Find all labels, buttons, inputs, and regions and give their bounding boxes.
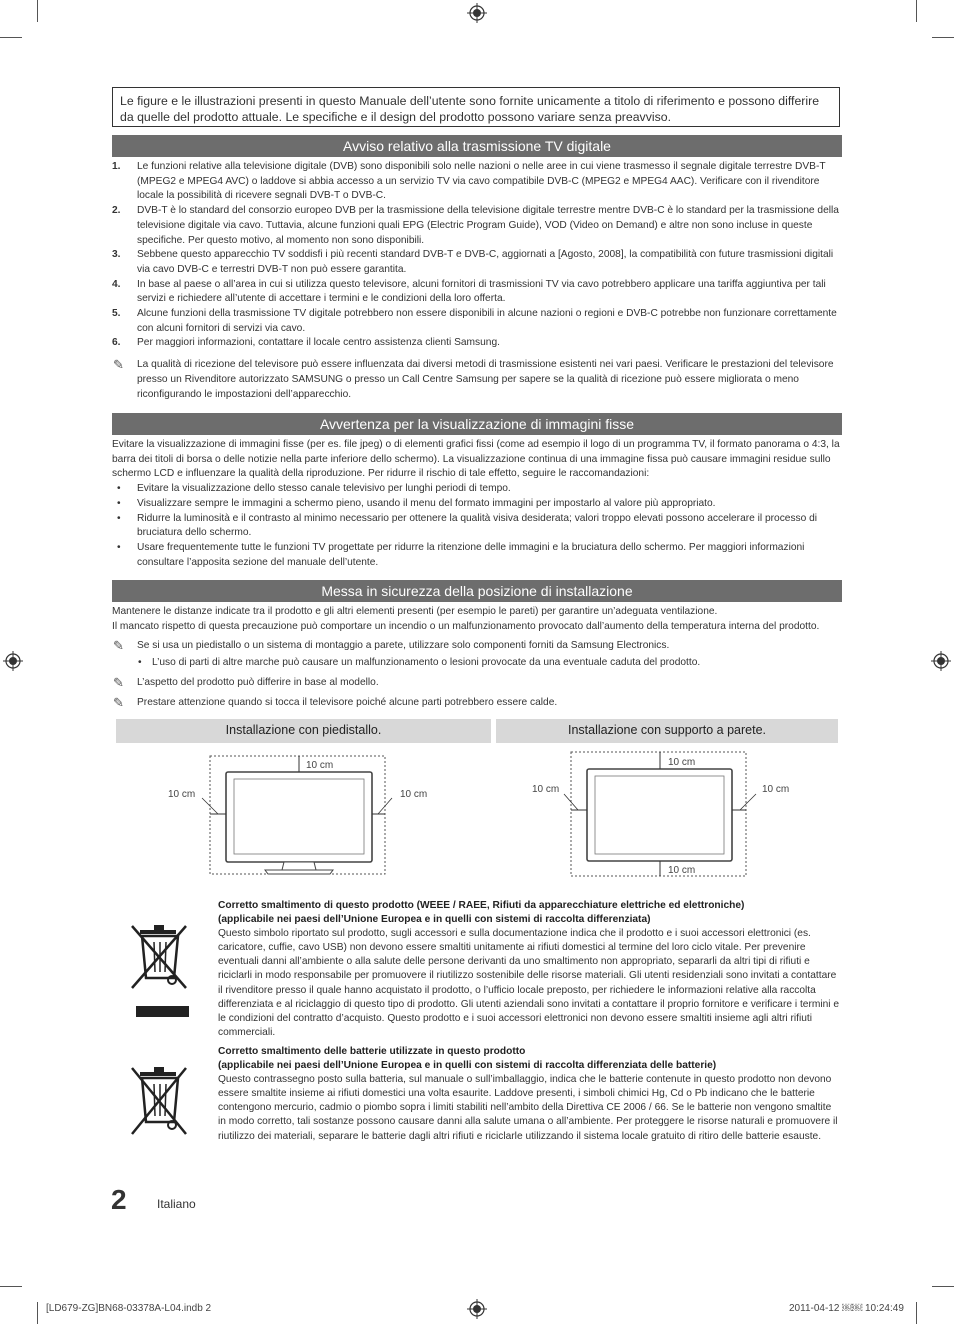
section-header-digital-tv: Avviso relativo alla trasmissione TV digitale: [112, 135, 842, 157]
registration-mark-icon: [3, 651, 23, 671]
disclaimer-box: Le figure e le illustrazioni presenti in questo Manuale dell’utente sono fornite unicamente a titolo di riferimento e possono differire da quelle del prodotto attuale. Le specifiche e il design del prodotto possono variare senza preavviso.: [112, 87, 840, 127]
pencil-note-icon: ✎: [113, 638, 124, 654]
list-item: 4. In base al paese o all’area in cui si utilizza questo televisore, alcuni fornitori di trasmissioni TV via cavo potrebbero applicare una tariffa aggiuntiva per tali servizi e richiedere all’utente di accettare i termini e le condizioni della loro offerta.: [112, 278, 826, 305]
wall-installation-diagram: [528, 750, 808, 880]
section-header-still-image: Avvertenza per la visualizzazione di immagini fisse: [112, 413, 842, 435]
note: ✎ Se si usa un piedistallo o un sistema di montaggio a parete, utilizzare solo componenti forniti da Samsung Electronics.: [113, 638, 670, 654]
crop-mark: [916, 0, 917, 22]
crop-mark: [932, 37, 954, 38]
list-item: 6. Per maggiori informazioni, contattare il locale centro assistenza clienti Samsung.: [112, 337, 500, 349]
weee-text: Corretto smaltimento di questo prodotto (WEEE / RAEE, Rifiuti da apparecchiature elettriche ed elettroniche) (applicabile nei paesi dell’Unione Europea e in quelli con sistemi di raccolta differenziata) Questo simbolo riportato sul prodotto, sugli accessori e sulla documentazione indica che il prodotto e i suoi accessori elettronici (es. caricatore, cuffie, cavo USB) non devono essere smaltiti unitamente ai rifiuti domestici al termine del loro ciclo vitale. Per prevenire eventuali danni all’ambiente o alla salute delle persone derivanti da uno smaltimento non appropriato, separarli da altri tipi di rifiuti e riciclarli in modo responsabile per promuovere il riutilizzo sostenibile delle risorse materiali. Gli utenti residenziali sono invitati a contattare il rivenditore presso il quale hanno acquistato il prodotto, o l’ufficio locale preposto, per richiedere le informazioni relative alla raccolta differenziata e al riciclaggio di questo tipo di prodotto. Gli utenti aziendali sono invitati a contattare il proprio fornitore e verificare i termini e le condizioni del contratto d’acquisto. Questo prodotto e i suoi accessori elettronici non devono essere smaltiti insieme agli altri rifiuti commerciali.: [218, 900, 840, 1038]
stand-install-label: Installazione con piedistallo.: [116, 719, 491, 743]
page-number: 2: [111, 1184, 127, 1215]
section-still-image-body: Evitare la visualizzazione di immagini fisse (per es. file jpeg) o di elementi grafici fissi (come ad esempio il logo di un programma TV, il formato panorama o 4:3, la barra dei titoli di borsa o delle notizie nella parte inferiore dello schermo). La visualizzazione continua di una immagine fissa può causare immagini residue sullo schermo LCD e influenzare la qualità della riproduzione. Per ridurre il rischio di tale effetto, seguire le raccomandazioni: • Evitare la visualizzazione dello stesso canale televisivo per lunghi periodi di tempo. • Visualizzare sempre le immagini a schermo pieno, usando il menu del formato immagini per impostarlo al valore più appropriato. • Ridurre la luminosità e il contrasto al minimo necessario per ottenere la qualità visiva desiderata; valori troppo elevati possono accelerare il processo di bruciatura dello schermo. • Usare frequentemente tutte le funzioni TV progettate per ridurre la ritenzione delle immagini e la bruciatura dello schermo. Per maggiori informazioni consultare l’apposita sezione del manuale dell’utente.: [112, 438, 842, 570]
note: ✎ Prestare attenzione quando si tocca il televisore poiché alcune parti potrebbero essere calde.: [113, 694, 558, 710]
footer-timestamp: 2011-04-12 ￼￼ 10:24:49: [789, 1303, 904, 1314]
list-item: • Evitare la visualizzazione dello stesso canale televisivo per lunghi periodi di tempo.: [117, 483, 511, 495]
dimension-label: 10 cm: [532, 784, 560, 795]
footer-file-info: [LD679-ZG]BN68-03378A-L04.indb 2: [46, 1303, 212, 1314]
dimension-label: 10 cm: [400, 789, 428, 800]
section-header-installation: Messa in sicurezza della posizione di installazione: [112, 580, 842, 602]
dimension-label: 10 cm: [668, 757, 696, 768]
list-item: 2. DVB-T è lo standard del consorzio europeo DVB per la trasmissione della televisione digitale terrestre mentre DVB-C è lo standard per la trasmissione della televisione digitale via cavo. Tuttavia, alcune funzioni quali EPG (Electric Program Guide), VOD (Video on Demand) e altre non sono incluse in queste specifiche. Per questo motivo, al momento non sono disponibili.: [112, 205, 839, 246]
wall-install-label: Installazione con supporto a parete.: [496, 719, 838, 743]
section-installation-body: Mantenere le distanze indicate tra il prodotto e gli altri elementi presenti (per esempio le pareti) per garantire un’adeguata ventilazione. Il mancato rispetto di questa precauzione può comportare un incendio o un malfunzionamento provocato dall’aumento della temperatura interna del prodotto. ✎ Se si usa un piedistallo o un sistema di montaggio a parete, utilizzare solo componenti forniti da Samsung Electronics. • L’uso di parti di altre marche può causare un malfunzionamento o lesioni provocate da una eventuale caduta del prodotto. ✎ L’aspetto del prodotto può differire in base al modello. ✎ Prestare attenzione quando si tocca il televisore poiché alcune parti potrebbero essere calde.: [112, 605, 842, 710]
stand-installation-diagram: [160, 750, 450, 880]
crop-mark: [916, 1302, 917, 1324]
crop-mark: [37, 0, 38, 22]
list-item: 3. Sebbene questo apparecchio TV soddisfi i più recenti standard DVB-T e DVB-C, aggiornati a [Agosto, 2008], la compatibilità con future trasmissioni digitali via cavo DVB-C e terrestri DVB-T non può essere garantita.: [112, 249, 834, 275]
page-language: Italiano: [157, 1197, 196, 1211]
dimension-label: 10 cm: [762, 784, 790, 795]
dimension-label: 10 cm: [168, 789, 196, 800]
list-item: 1. Le funzioni relative alla televisione digitale (DVB) sono disponibili solo nelle nazioni o nelle aree in cui viene trasmesso il segnale digitale terrestre DVB-T (MPEG2 e MPEG4 AVC) o laddove si abbia accesso a un servizio TV via cavo compatibile DVB-C (MPEG2 e MPEG4 AAC). Verificare con il rivenditore locale la possibilità di ricevere segnali DVB-T o DVB-C.: [112, 161, 826, 202]
crop-mark: [932, 1286, 954, 1287]
section-digital-tv-body: [112, 160, 842, 402]
list-item: • Visualizzare sempre le immagini a schermo pieno, usando il menu del formato immagini per impostarlo al valore più appropriato.: [117, 497, 716, 509]
list-item: • Usare frequentemente tutte le funzioni TV progettate per ridurre la ritenzione delle immagini e la bruciatura dello schermo. Per maggiori informazioni consultare l’apposita sezione del manuale dell’utente.: [117, 541, 805, 568]
battery-text: Corretto smaltimento delle batterie utilizzate in questo prodotto (applicabile nei paesi dell’Unione Europea e in quelli con sistemi di raccolta differenziata delle batterie) Questo contrassegno posto sulla batteria, sul manuale o sull’imballaggio, indica che le batterie contenute in questo prodotto non devono essere smaltite insieme ai rifiuti domestici una volta esaurite. Laddove presenti, i simboli chimici Hg, Cd o Pb indicano che le batterie contengono mercurio, cadmio o piombo sopra i limiti stabiliti nell’ambito della Direttiva CE 2006 / 66. Se le batterie non vengono smaltite in modo corretto, tali sostanze possono causare danni alla salute umana o all’ambiente. Per proteggere le risorse naturali e promuovere il riutilizzo dei materiali, separare le batterie dagli altri rifiuti e riciclarle utilizzando il sistema locale gratuito di ritiro delle batterie esauste.: [218, 1046, 838, 1142]
note: ✎ L’aspetto del prodotto può differire in base al modello.: [113, 674, 379, 690]
pencil-note-icon: ✎: [113, 674, 124, 690]
list-item: • L’uso di parti di altre marche può causare un malfunzionamento o lesioni provocate da una eventuale caduta del prodotto.: [138, 657, 701, 669]
weee-bin-icon: [128, 920, 192, 1020]
crop-mark: [0, 1286, 22, 1287]
registration-mark-icon: [467, 3, 487, 23]
list-item: 5. Alcune funzioni della trasmissione TV digitale potrebbero non essere disponibili in alcune nazioni o regioni e DVB-C potrebbe non funzionare correttamente con alcuni fornitori di servizi via cavo.: [112, 308, 837, 334]
crop-mark: [37, 1302, 38, 1324]
battery-bin-icon: [126, 1062, 192, 1142]
crop-mark: [0, 37, 22, 38]
pencil-note-icon: ✎: [113, 357, 124, 373]
dimension-label: 10 cm: [668, 865, 696, 876]
list-item: • Ridurre la luminosità e il contrasto al minimo necessario per ottenere la qualità visiva desiderata; valori troppo elevati possono accelerare il processo di bruciatura dello schermo.: [117, 512, 818, 539]
registration-mark-icon: [931, 651, 951, 671]
dimension-label: 10 cm: [306, 760, 334, 771]
registration-mark-icon: [467, 1299, 487, 1319]
pencil-note-icon: ✎: [113, 694, 124, 710]
note: ✎ La qualità di ricezione del televisore può essere influenzata dai diversi metodi di trasmissione esistenti nei vari paesi. Verificare le prestazioni del televisore presso un Rivenditore autorizzato SAMSUNG o presso un Call Centre Samsung per sapere se la qualità di ricezione può essere migliorata o meno riconfigurando le impostazioni dell’apparecchio.: [113, 357, 834, 400]
